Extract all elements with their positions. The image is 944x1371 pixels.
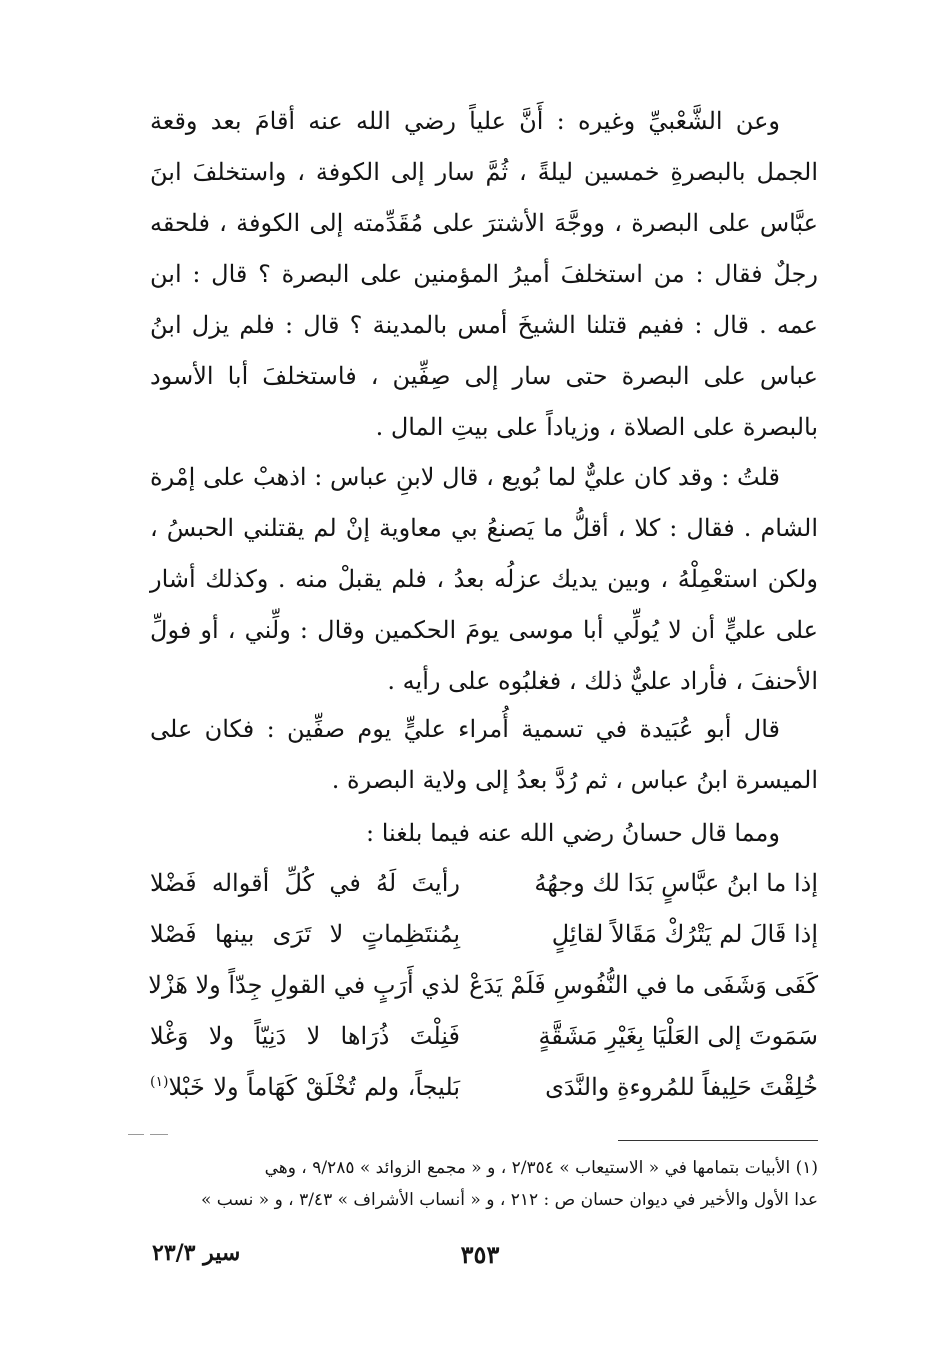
footnote-line: عدا الأول والأخير في ديوان حسان ص : ٢١٢ ، و « أنساب الأشراف » ٣/٤٣ ، و « نسب » (200, 1190, 818, 1210)
scan-mark (128, 1134, 144, 1135)
verse-first-hemistich: خُلِقْتَ حَلِيفاً للمُروءةِ والنَّدَى (545, 1073, 818, 1101)
scan-mark (150, 1134, 168, 1135)
verse-line (150, 909, 818, 960)
paragraph-text: ومما قال حسانُ رضي الله عنه فيما بلغنا : (365, 819, 780, 847)
footnote-line: (١) الأبيات بتمامها في « الاستيعاب » ٢/٣٥٤ ، و « مجمع الزوائد » ٩/٢٨٥ ، وهي (264, 1158, 818, 1178)
verse-second-hemistich: رأيتَ لَهُ في كُلِّ أقواله فَضْلا (150, 869, 460, 897)
verse-second-hemistich: فَنِلْتَ ذُرَاها لا دَنِيّاً ولا وَغْلا (150, 1022, 460, 1050)
paragraph-poem-intro (150, 808, 818, 859)
verse-first-hemistich: إذا قَالَ لم يَتْرُكْ مَقَالاً لقائِلٍ (551, 920, 818, 948)
paragraph-abu-ubayda (150, 704, 818, 806)
paragraph-text: وعن الشَّعْبيِّ وغيره : أَنَّ علياً رضي الله عنه أقامَ بعد وقعة الجمل بالبصرةِ خمسين ليلةً ، ثُمَّ سار إلى الكوفة ، واستخلفَ ابنَ عبَّاس على البصرة ، ووجَّهَ الأشترَ على مُقَدِّمته إلى الكوفة ، فلحقه رجلٌ فقال : من استخلفَ أميرُ المؤمنين على البصرة ؟ قال : ابن عمه . قال : ففيم قتلنا الشيخَ أمس بالمدينة ؟ قال : فلم يزل ابنُ عباس على البصرة حتى سار إلى صِفِّين ، فاستخلفَ أبا الأسود بالبصرة على الصلاة ، وزياداً على بيتِ المال . (150, 107, 818, 441)
verse-line (150, 960, 818, 1011)
footnote-separator (618, 1140, 818, 1141)
verse-first-hemistich: سَمَوتَ إلى العَلْيَا بِغَيْرِ مَشَقَّةٍ (538, 1022, 818, 1050)
printer-signature: سير ٢٣/٣ (152, 1240, 241, 1266)
verse-line (150, 858, 818, 909)
verse-line (150, 1011, 818, 1062)
poem (150, 858, 818, 1113)
paragraph-text: قلتُ : وقد كان عليٌّ لما بُويع ، قال لابنِ عباس : اذهبْ على إمْرة الشام . فقال : كلا ، أقلُّ ما يَصنعُ بي معاوية إنْ لم يقتلني الحبسُ ، ولكن استعْمِلْهُ ، وبين يديك عزلُه بعدُ ، فلم يقبلْ منه . وكذلك أشار على عليٍّ أن لا يُولِّي أبا موسى يومَ الحكمين وقال : ولِّني ، أو فولِّ الأحنفَ ، فأراد عليٌّ ذلك ، فغلبُوه على رأيه . (150, 463, 818, 695)
verse-first-hemistich: كَفَى وَشَفَى ما في النُّفُوسِ فَلَمْ يَدَعْ (469, 971, 818, 999)
verse-second-hemistich-with-note (150, 1062, 460, 1113)
paragraph-qultu (150, 452, 818, 707)
verse-second-hemistich: بَليجاً، ولم تُخْلَقْ كَهَاماً ولا خَبْلا (168, 1073, 460, 1101)
paragraph-shabi (150, 96, 818, 453)
verse-first-hemistich: إذا ما ابنُ عبَّاسٍ بَدَا لك وجهُهُ (534, 869, 818, 897)
page-number: ٣٥٣ (460, 1240, 500, 1269)
verse-second-hemistich: لذي أَرَبٍ في القولِ جِدّاً ولا هَزْلا (148, 971, 460, 999)
verse-line (150, 1062, 818, 1113)
paragraph-text: قال أبو عُبَيدة في تسمية أُمراء عليٍّ يوم صفِّين : فكان على الميسرة ابنُ عباس ، ثم رُدَّ بعدُ إلى ولاية البصرة . (150, 715, 818, 794)
footnote (150, 1152, 818, 1216)
verse-second-hemistich: بِمُنتَظِماتٍ لا تَرَى بينها فَصْلا (150, 920, 460, 948)
footnote-marker: (١) (150, 1074, 169, 1090)
